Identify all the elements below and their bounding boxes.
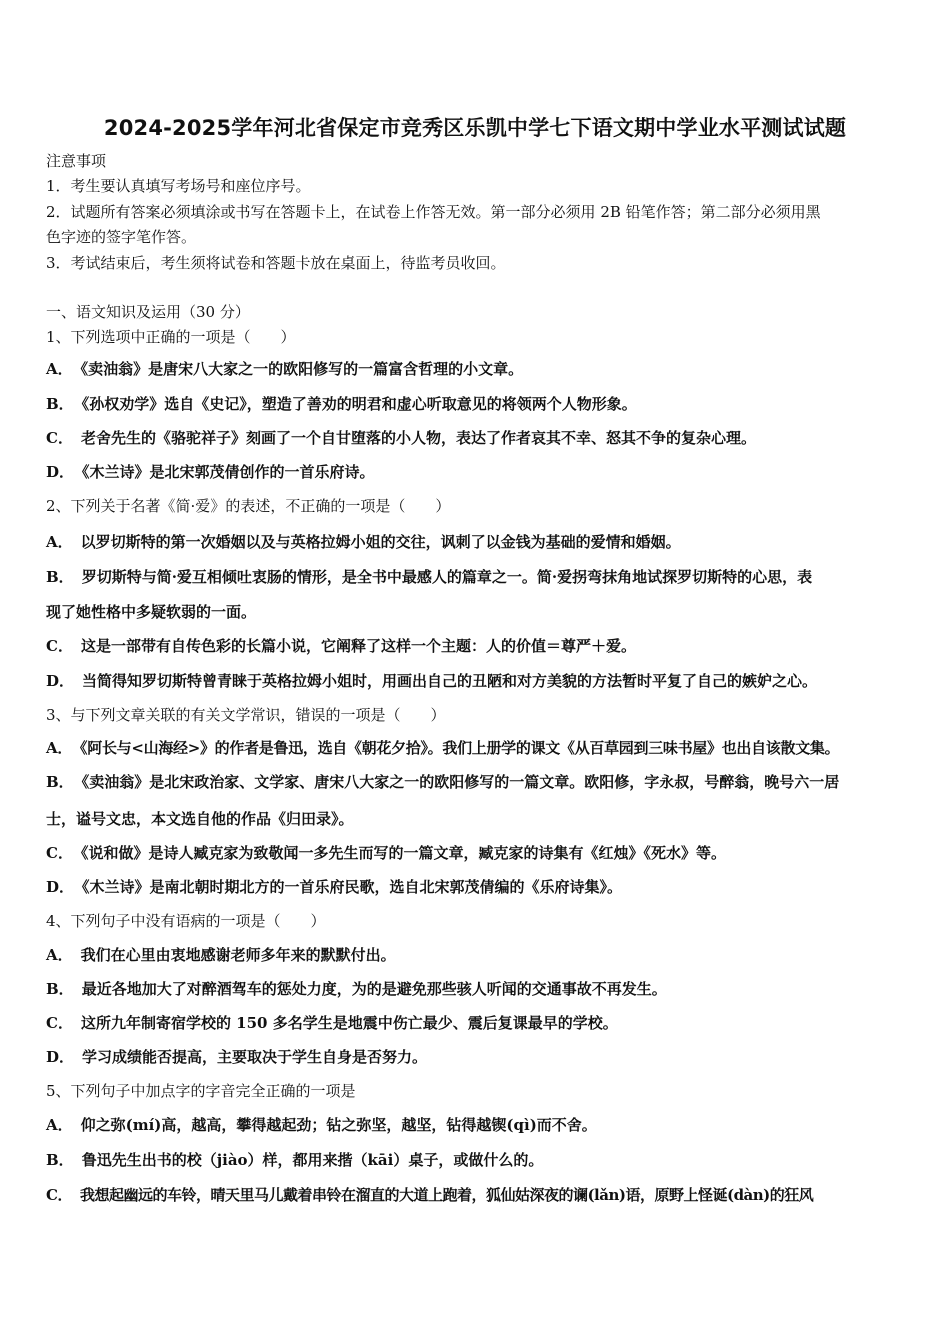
option-label: D． xyxy=(46,878,75,896)
option-text: 这所九年制寄宿学校的 150 多名学生是地震中伤亡最少、震后复课最早的学校。 xyxy=(80,1014,618,1032)
option-text: 学习成绩能否提高，主要取决于学生自身是否努力。 xyxy=(82,1048,428,1066)
notice-item: 1．考生要认真填写考场号和座位序号。 xyxy=(46,177,311,195)
answer-option xyxy=(46,738,906,758)
option-text: 《卖油翁》是北宋政治家、文学家、唐宋八大家之一的欧阳修写的一篇文章。欧阳修，字永叔，号醉翁，晚号六一居 xyxy=(81,773,840,791)
answer-option xyxy=(46,1185,906,1205)
option-label: D． xyxy=(46,672,75,690)
question-stem: 3、与下列文章关联的有关文学常识，错误的一项是（ ） xyxy=(46,706,446,724)
option-continuation: 现了她性格中多疑软弱的一面。 xyxy=(46,603,257,621)
answer-option xyxy=(46,877,906,897)
option-text: 我想起幽远的车铃，晴天里马儿戴着串铃在溜直的大道上跑着，狐仙姑深夜的谰(lǎn)语，原野上怪诞(dàn)的狂风 xyxy=(79,1186,814,1204)
option-text: 当简得知罗切斯特曾青睐于英格拉姆小姐时，用画出自己的丑陋和对方美貌的方法暂时平复了自己的嫉妒之心。 xyxy=(82,672,818,690)
answer-option xyxy=(46,359,906,379)
answer-option xyxy=(46,1150,906,1170)
option-label: D． xyxy=(46,463,75,481)
answer-option xyxy=(46,1013,906,1033)
answer-option xyxy=(46,979,906,999)
answer-option xyxy=(46,636,906,656)
option-label: D． xyxy=(46,1048,75,1066)
option-text: 罗切斯特与简·爱互相倾吐衷肠的情形，是全书中最感人的篇章之一。简·爱拐弯抹角地试探罗切斯特的心思，表 xyxy=(81,568,813,586)
option-text: 最近各地加大了对醉酒驾车的惩处力度，为的是避免那些骇人听闻的交通事故不再发生。 xyxy=(81,980,667,998)
answer-option xyxy=(46,1115,906,1135)
answer-option xyxy=(46,945,906,965)
option-label: B． xyxy=(46,773,74,791)
option-label: A． xyxy=(46,946,73,964)
option-text: 《说和做》是诗人臧克家为致敬闻一多先生而写的一篇文章，臧克家的诗集有《红烛》《死水》等。 xyxy=(80,844,726,862)
option-label: A． xyxy=(46,739,73,757)
answer-option xyxy=(46,462,906,482)
option-text: 《阿长与<山海经>》的作者是鲁迅，选自《朝花夕拾》。我们上册学的课文《从百草园到三味书屋》也出自该散文集。 xyxy=(80,739,840,757)
option-label: C． xyxy=(46,637,73,655)
answer-option xyxy=(46,567,906,587)
option-text: 鲁迅先生出书的校（jiào）样，都用来揩（kāi）桌子，或做什么的。 xyxy=(81,1151,544,1169)
option-label: A． xyxy=(46,360,73,378)
option-text: 老舍先生的《骆驼祥子》刻画了一个自甘堕落的小人物，表达了作者哀其不幸、怒其不争的复杂心理。 xyxy=(80,429,756,447)
option-label: A． xyxy=(46,1116,73,1134)
answer-option xyxy=(46,532,906,552)
question-stem: 5、下列句子中加点字的字音完全正确的一项是 xyxy=(46,1082,356,1100)
document-title: 2024-2025学年河北省保定市竞秀区乐凯中学七下语文期中学业水平测试试题 xyxy=(103,116,847,140)
answer-option xyxy=(46,394,906,414)
notice-item: 3．考试结束后，考生须将试卷和答题卡放在桌面上，待监考员收回。 xyxy=(46,254,506,272)
answer-option xyxy=(46,843,906,863)
answer-option xyxy=(46,772,906,792)
option-text: 《木兰诗》是南北朝时期北方的一首乐府民歌，选自北宋郭茂倩编的《乐府诗集》。 xyxy=(82,878,623,896)
option-label: C． xyxy=(46,1186,72,1204)
question-stem: 4、下列句子中没有语病的一项是（ ） xyxy=(46,912,326,930)
option-text: 仰之弥(mí)高，越高，攀得越起劲；钻之弥坚，越坚，钻得越锲(qì)而不舍。 xyxy=(80,1116,597,1134)
option-label: B． xyxy=(46,980,74,998)
notice-item: 色字迹的签字笔作答。 xyxy=(46,228,197,246)
answer-option xyxy=(46,1047,906,1067)
option-label: B． xyxy=(46,1151,74,1169)
answer-option xyxy=(46,428,906,448)
option-text: 我们在心里由衷地感谢老师多年来的默默付出。 xyxy=(80,946,396,964)
option-label: B． xyxy=(46,395,74,413)
notice-item: 2．试题所有答案必须填涂或书写在答题卡上，在试卷上作答无效。第一部分必须用 2B 铅笔作答；第二部分必须用黑 xyxy=(46,203,821,221)
option-label: C． xyxy=(46,429,73,447)
option-label: C． xyxy=(46,844,73,862)
question-stem: 1、下列选项中正确的一项是（ ） xyxy=(46,328,296,346)
option-text: 以罗切斯特的第一次婚姻以及与英格拉姆小姐的交往，讽刺了以金钱为基础的爱情和婚姻。 xyxy=(80,533,681,551)
option-text: 这是一部带有自传色彩的长篇小说，它阐释了这样一个主题：人的价值＝尊严＋爱。 xyxy=(80,637,636,655)
option-label: C． xyxy=(46,1014,73,1032)
option-label: B． xyxy=(46,568,74,586)
notice-heading: 注意事项 xyxy=(46,152,107,170)
question-stem: 2、下列关于名著《简·爱》的表述，不正确的一项是（ ） xyxy=(46,497,451,515)
option-continuation: 士，谥号文忠，本文选自他的作品《归田录》。 xyxy=(46,810,354,828)
section-heading: 一、语文知识及运用（30 分） xyxy=(46,303,250,321)
option-label: A． xyxy=(46,533,73,551)
option-text: 《木兰诗》是北宋郭茂倩创作的一首乐府诗。 xyxy=(82,463,375,481)
option-text: 《卖油翁》是唐宋八大家之一的欧阳修写的一篇富含哲理的小文章。 xyxy=(80,360,524,378)
answer-option xyxy=(46,671,906,691)
option-text: 《孙权劝学》选自《史记》，塑造了善劝的明君和虚心听取意见的将领两个人物形象。 xyxy=(81,395,637,413)
